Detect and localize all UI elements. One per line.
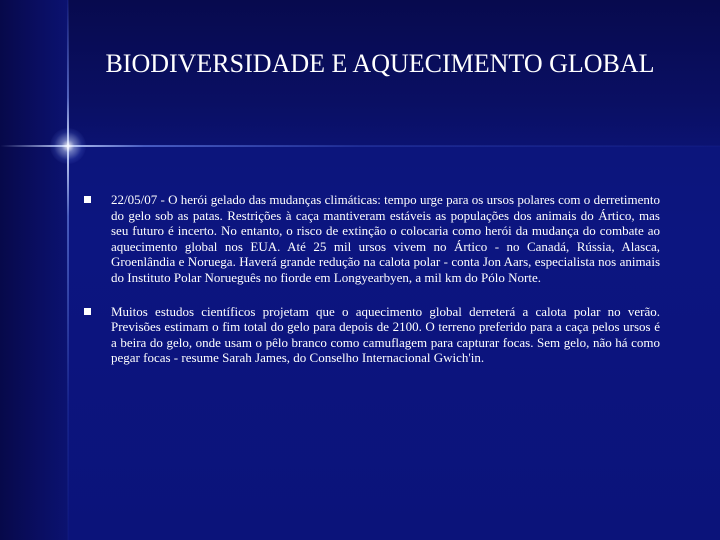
bullet-text: 22/05/07 - O herói gelado das mudanças climáticas: tempo urge para os ursos polares com o derretimento do gelo sob as patas. Restrições à caça mantiveram estáveis as populações dos animais do Ártico, mas seu futuro é incerto. No entanto, o risco de extinção o colocaria como herói da mudança do combate ao aquecimento global nos EUA. Até 25 mil ursos vivem no Ártico - no Canadá, Rússia, Alasca, Groenlândia e Noruega. Haverá grande redução na calota polar - conta Jon Aars, especialista nos animais do Instituto Polar Norueguês no fiorde em Longyearbyen, a mil km do Pólo Norte. [111, 192, 660, 285]
bullet-item [84, 304, 660, 366]
star-flare-icon [50, 128, 86, 164]
slide-title: BIODIVERSIDADE E AQUECIMENTO GLOBAL [105, 49, 655, 78]
bullet-text: Muitos estudos científicos projetam que o aquecimento global derreterá a calota polar no verão. Previsões estimam o fim total do gelo para depois de 2100. O terreno preferido para a caça pelos ursos é a beira do gelo, onde usam o pêlo branco como camuflagem para capturar focas. Sem gelo, não há como pegar focas - resume Sarah James, do Conselho Internacional Gwich'in. [111, 303, 660, 366]
left-band-decoration [0, 0, 68, 540]
bullet-list [84, 192, 660, 384]
square-bullet-icon [84, 308, 91, 315]
bullet-item [84, 192, 660, 286]
square-bullet-icon [84, 196, 91, 203]
horizontal-glow-line [0, 145, 720, 147]
vertical-glow-line [67, 0, 69, 540]
